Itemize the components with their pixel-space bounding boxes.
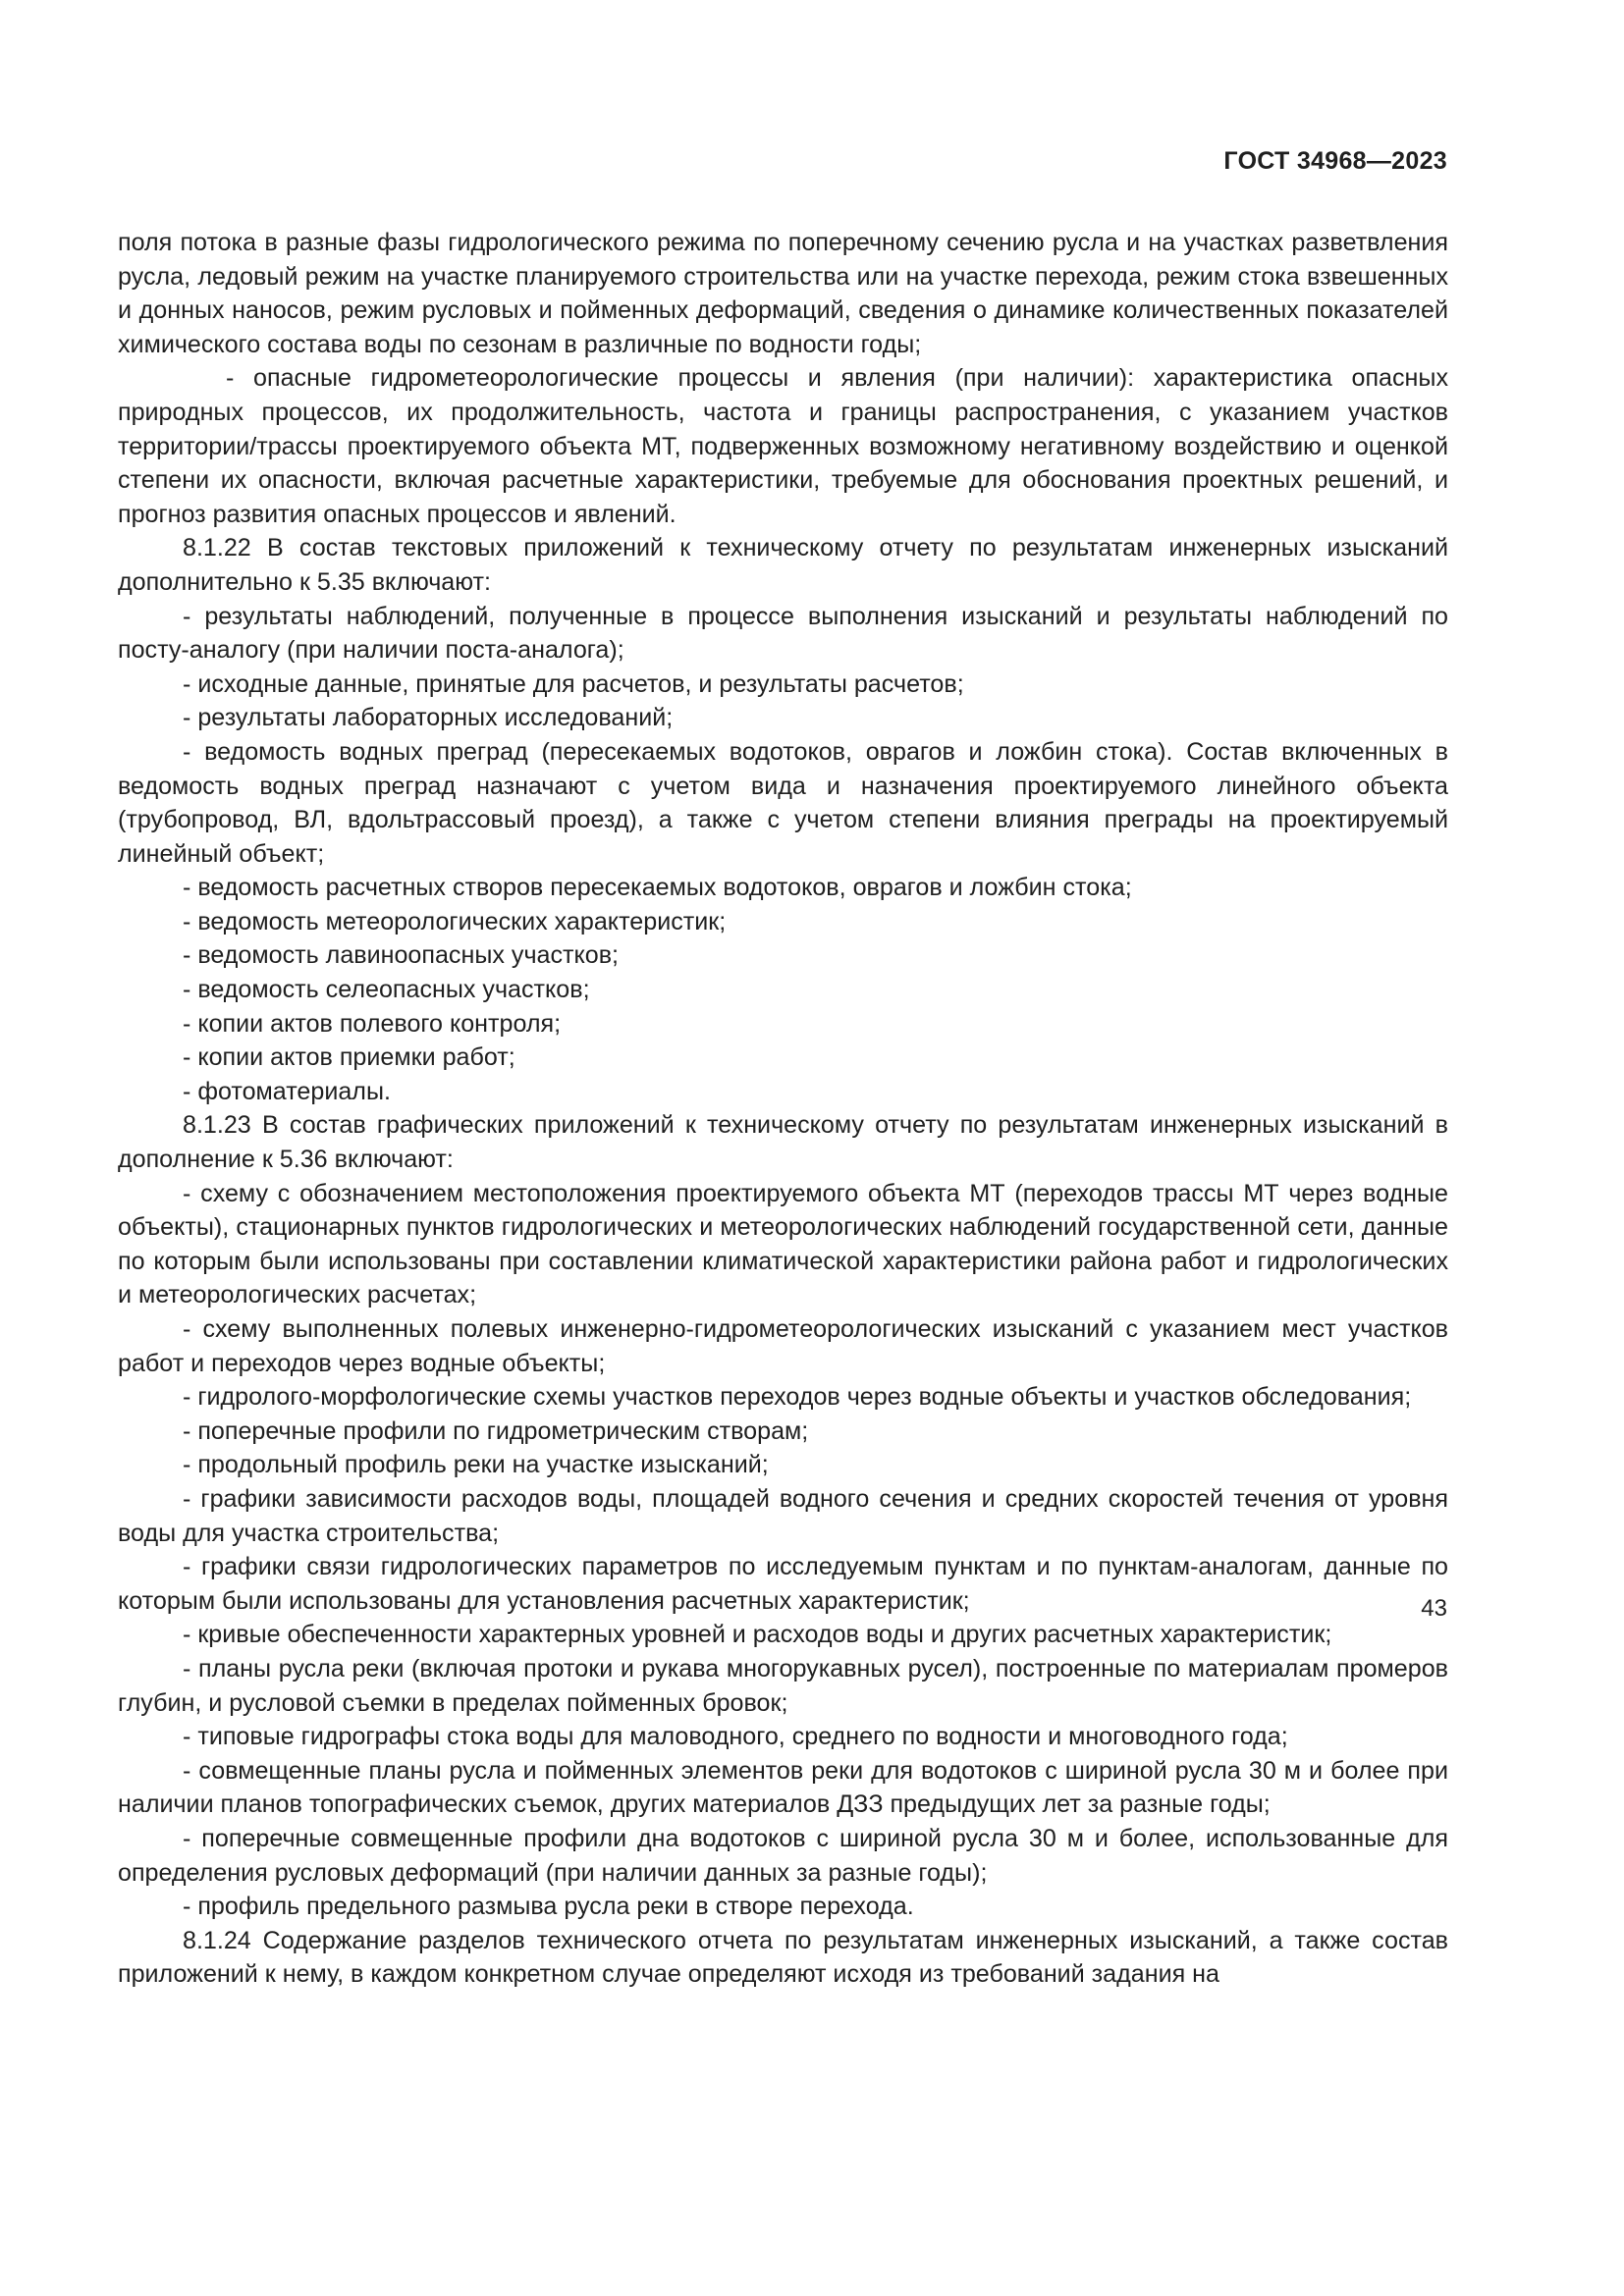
paragraph: - планы русла реки (включая протоки и рукава многорукавных русел), построенные по материалам промеров глубин, и русловой съемки в пределах пойменных бровок; <box>118 1654 1448 1717</box>
paragraph: - гидролого-морфологические схемы участков переходов через водные объекты и участков обследования; <box>183 1383 1412 1412</box>
paragraph: - графики зависимости расходов воды, площадей водного сечения и средних скоростей течения от уровня воды для участка строительства; <box>118 1484 1448 1547</box>
paragraph: - поперечные совмещенные профили дна водотоков с шириной русла 30 м и более, использованные для определения русловых деформаций (при наличии данных за разные годы); <box>118 1824 1448 1887</box>
paragraph: - результаты лабораторных исследований; <box>183 704 674 732</box>
paragraph: - ведомость метеорологических характеристик; <box>183 907 727 935</box>
paragraph: - графики связи гидрологических параметров по исследуемым пунктам и по пунктам-аналогам, данные по которым были использованы для установления расчетных характеристик; <box>118 1553 1448 1615</box>
paragraph: - совмещенные планы русла и пойменных элементов реки для водотоков с шириной русла 30 м и более при наличии планов топографических съемок, других материалов ДЗЗ предыдущих лет за разные годы; <box>118 1756 1448 1819</box>
paragraph: 8.1.22 В состав текстовых приложений к техническому отчету по результатам инженерных изысканий дополнительно к 5.35 включают: <box>118 534 1448 596</box>
paragraph: - копии актов приемки работ; <box>183 1043 515 1072</box>
paragraph: - продольный профиль реки на участке изысканий; <box>183 1451 769 1479</box>
paragraph: - кривые обеспеченности характерных уровней и расходов воды и других расчетных характеристик; <box>183 1621 1332 1649</box>
paragraph: - фотоматериалы. <box>183 1077 391 1105</box>
paragraph: - ведомость водных преград (пересекаемых водотоков, оврагов и ложбин стока). Состав включенных в ведомость водных преград назначают с учетом вида и назначения проектируемого линейного объекта (трубопровод, ВЛ, вдольтрассовый проезд), а также с учетом степени влияния преграды на проектируемый линейный объект; <box>118 737 1448 868</box>
paragraph: - типовые гидрографы стока воды для маловодного, среднего по водности и многоводного года; <box>183 1723 1288 1751</box>
standard-header: ГОСТ 34968—2023 <box>1223 147 1447 175</box>
paragraph: - ведомость селеопасных участков; <box>183 976 590 1004</box>
document-body <box>118 226 1448 1992</box>
paragraph: - результаты наблюдений, полученные в процессе выполнения изысканий и результаты наблюдений по посту-аналогу (при наличии поста-аналога); <box>118 602 1448 665</box>
paragraph: - ведомость лавиноопасных участков; <box>183 941 620 970</box>
paragraph: - профиль предельного размыва русла реки в створе перехода. <box>183 1893 914 1921</box>
paragraph: 8.1.23 В состав графических приложений к техническому отчету по результатам инженерных изысканий в дополнение к 5.36 включают: <box>118 1111 1448 1174</box>
paragraph: - исходные данные, принятые для расчетов, и результаты расчетов; <box>183 669 964 698</box>
page-number: 43 <box>1421 1595 1447 1622</box>
paragraph: - копии актов полевого контроля; <box>183 1009 562 1038</box>
paragraph: - схему с обозначением местоположения проектируемого объекта МТ (переходов трассы МТ через водные объекты), стационарных пунктов гидрологических и метеорологических наблюдений государственной сети, данные по которым были использованы при составлении климатической характеристики района работ и гидрологических и метеорологических расчетах; <box>118 1179 1448 1309</box>
paragraph: поля потока в разные фазы гидрологического режима по поперечному сечению русла и на участках разветвления русла, ледовый режим на участке планируемого строительства или на участке перехода, режим стока взвешенных и донных наносов, режим русловых и пойменных деформаций, сведения о динамике количественных показателей химического состава воды по сезонам в различные по водности годы; <box>118 229 1448 358</box>
paragraph: - опасные гидрометеорологические процессы и явления (при наличии): характеристика опасных природных процессов, их продолжительность, частота и границы распространения, с указанием участков территории/трассы проектируемого объекта МТ, подверженных возможному негативному воздействию и оценкой степени их опасности, включая расчетные характеристики, требуемые для обоснования проектных решений, и прогноз развития опасных процессов и явлений. <box>118 364 1448 528</box>
paragraph: - ведомость расчетных створов пересекаемых водотоков, оврагов и ложбин стока; <box>183 874 1132 902</box>
paragraph: - поперечные профили по гидрометрическим створам; <box>183 1416 809 1445</box>
paragraph: 8.1.24 Содержание разделов технического отчета по результатам инженерных изысканий, а также состав приложений к нему, в каждом конкретном случае определяют исходя из требований задания на <box>118 1926 1448 1989</box>
paragraph: - схему выполненных полевых инженерно-гидрометеорологических изысканий с указанием мест участков работ и переходов через водные объекты; <box>118 1315 1448 1377</box>
